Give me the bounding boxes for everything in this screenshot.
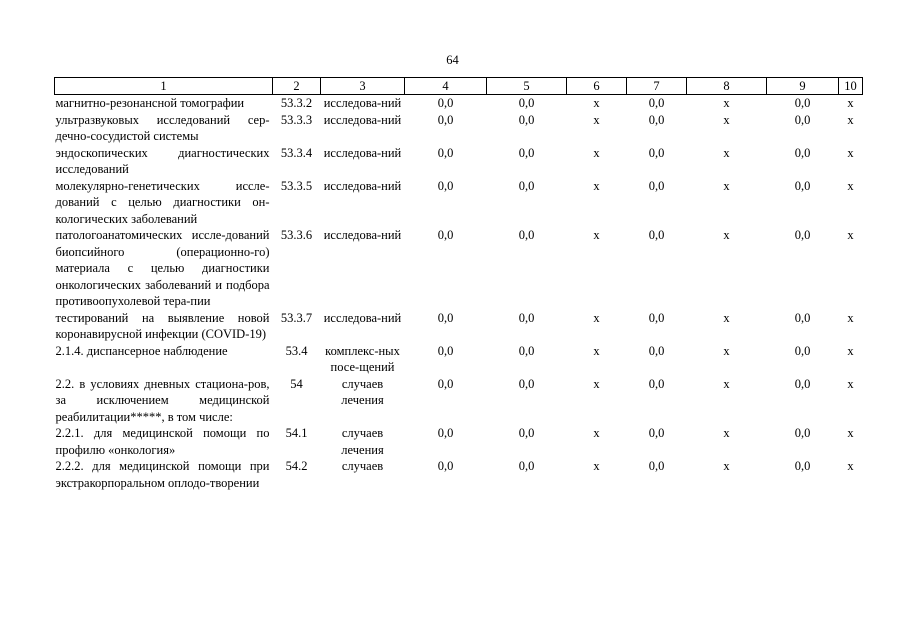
row-value-cell: 0,0 — [518, 112, 535, 127]
row-value-cell: 0,0 — [648, 343, 665, 358]
column-header: 2 — [273, 78, 321, 95]
row-code-cell: 54.2 — [285, 459, 308, 473]
row-value-cell: 0,0 — [437, 376, 454, 391]
row-name-cell: 2.2.1. для медицинской помощи по профилю «онкология» — [55, 426, 270, 457]
row-value-cell: 0,0 — [648, 228, 665, 242]
column-header: 1 — [55, 78, 273, 95]
row-value-cell: х — [847, 145, 854, 160]
row-value-cell: 0,0 — [437, 228, 454, 242]
row-value-cell: х — [593, 310, 600, 325]
row-value-cell: 0,0 — [518, 145, 535, 160]
row-value-cell: 0,0 — [794, 96, 811, 110]
row-value-cell: 0,0 — [518, 310, 535, 325]
row-code-cell: 53.3.6 — [280, 228, 313, 242]
row-code-cell: 54.1 — [285, 426, 308, 440]
row-value-cell: 0,0 — [437, 459, 454, 473]
table-row — [55, 310, 863, 343]
row-name-cell: 2.2. в условиях дневных стациона-ров, за исключением медицинской реабилитации*****, в том числе: — [55, 376, 270, 424]
row-value-cell: х — [723, 228, 730, 242]
row-value-cell: 0,0 — [794, 178, 811, 193]
row-value-cell: 0,0 — [794, 145, 811, 160]
row-name-cell: 2.2.2. для медицинской помощи при экстракорпоральном оплодо-творении — [55, 459, 270, 490]
column-header: 10 — [839, 78, 863, 95]
row-name-cell: магнитно-резонансной томографии — [55, 96, 245, 110]
row-value-cell: х — [723, 178, 730, 193]
table-row — [55, 425, 863, 458]
data-table — [54, 77, 863, 491]
row-name-cell: 2.1.4. диспансерное наблюдение — [55, 343, 228, 358]
row-value-cell: 0,0 — [648, 459, 665, 473]
column-header: 8 — [687, 78, 767, 95]
column-header: 7 — [627, 78, 687, 95]
row-code-cell: 53.3.4 — [280, 145, 313, 160]
row-value-cell: х — [723, 112, 730, 127]
row-value-cell: 0,0 — [794, 310, 811, 325]
column-header: 6 — [567, 78, 627, 95]
row-name-cell: эндоскопических диагностических исследований — [55, 145, 270, 176]
row-value-cell: 0,0 — [794, 376, 811, 391]
row-value-cell: х — [847, 459, 854, 473]
row-value-cell: 0,0 — [648, 112, 665, 127]
row-value-cell: 0,0 — [518, 376, 535, 391]
column-header: 5 — [487, 78, 567, 95]
row-unit-cell: комплекс-ных посе-щений — [325, 343, 400, 374]
row-code-cell: 53.3.3 — [280, 112, 313, 127]
column-header: 3 — [321, 78, 405, 95]
row-value-cell: х — [593, 96, 600, 110]
row-name-cell: тестирований на выявление новой коронавирусной инфекции (COVID-19) — [55, 310, 270, 341]
row-value-cell: 0,0 — [518, 459, 535, 473]
row-code-cell: 53.3.2 — [280, 96, 313, 110]
row-value-cell: 0,0 — [794, 426, 811, 440]
row-unit-cell: исследова-ний — [323, 228, 402, 242]
row-value-cell: х — [847, 112, 854, 127]
row-unit-cell: случаев — [341, 459, 384, 473]
row-value-cell: х — [847, 343, 854, 358]
table-row — [55, 458, 863, 491]
row-value-cell: 0,0 — [437, 178, 454, 193]
table-header-row — [55, 78, 863, 95]
column-header: 4 — [405, 78, 487, 95]
row-value-cell: х — [847, 228, 854, 242]
table-row — [55, 95, 863, 112]
row-value-cell: 0,0 — [437, 343, 454, 358]
row-value-cell: 0,0 — [437, 96, 454, 110]
row-value-cell: х — [593, 112, 600, 127]
row-value-cell: х — [593, 459, 600, 473]
table-row — [55, 376, 863, 426]
row-value-cell: 0,0 — [518, 228, 535, 242]
table-row — [55, 227, 863, 310]
row-value-cell: х — [723, 459, 730, 473]
row-name-cell: ультразвуковых исследований сер-дечно-сосудистой системы — [55, 112, 270, 143]
row-unit-cell: случаев лечения — [341, 376, 384, 407]
row-value-cell: 0,0 — [648, 96, 665, 110]
row-code-cell: 53.4 — [285, 343, 308, 358]
row-value-cell: х — [847, 310, 854, 325]
row-value-cell: 0,0 — [648, 178, 665, 193]
row-unit-cell: случаев лечения — [341, 426, 384, 457]
row-value-cell: 0,0 — [648, 145, 665, 160]
row-value-cell: 0,0 — [518, 96, 535, 110]
row-value-cell: х — [847, 376, 854, 391]
row-value-cell: 0,0 — [437, 112, 454, 127]
row-value-cell: 0,0 — [794, 343, 811, 358]
row-unit-cell: исследова-ний — [323, 112, 402, 127]
row-value-cell: 0,0 — [518, 426, 535, 440]
row-name-cell: молекулярно-генетических иссле-дований с целью диагностики он-кологических заболеваний — [55, 178, 270, 226]
row-code-cell: 54 — [290, 376, 303, 391]
row-value-cell: х — [593, 228, 600, 242]
row-value-cell: 0,0 — [437, 310, 454, 325]
row-value-cell: х — [847, 178, 854, 193]
row-value-cell: 0,0 — [518, 343, 535, 358]
row-value-cell: х — [723, 376, 730, 391]
row-code-cell: 53.3.5 — [280, 178, 313, 193]
row-value-cell: х — [593, 426, 600, 440]
row-unit-cell: исследова-ний — [323, 178, 402, 193]
row-unit-cell: исследова-ний — [323, 96, 402, 110]
table-row — [55, 145, 863, 178]
row-value-cell: х — [593, 178, 600, 193]
row-value-cell: х — [847, 96, 854, 110]
row-value-cell: 0,0 — [437, 145, 454, 160]
table-body — [55, 95, 863, 492]
row-value-cell: х — [593, 343, 600, 358]
row-name-cell: патологоанатомических иссле-дований биопсийного (операционно-го) материала с целью диагностики онкологических заболеваний и подбора противоопухолевой тера-пии — [55, 228, 270, 308]
table-row — [55, 178, 863, 228]
row-value-cell: 0,0 — [648, 376, 665, 391]
row-value-cell: х — [847, 426, 854, 440]
row-value-cell: х — [593, 376, 600, 391]
row-value-cell: 0,0 — [437, 426, 454, 440]
table-row — [55, 112, 863, 145]
row-value-cell: 0,0 — [648, 310, 665, 325]
row-value-cell: 0,0 — [794, 459, 811, 473]
row-unit-cell: исследова-ний — [323, 310, 402, 325]
row-unit-cell: исследова-ний — [323, 145, 402, 160]
row-value-cell: 0,0 — [648, 426, 665, 440]
page-number: 64 — [446, 53, 459, 67]
row-value-cell: х — [723, 96, 730, 110]
table-row — [55, 343, 863, 376]
row-value-cell: х — [723, 310, 730, 325]
row-code-cell: 53.3.7 — [280, 310, 313, 325]
row-value-cell: х — [593, 145, 600, 160]
row-value-cell: х — [723, 145, 730, 160]
row-value-cell: 0,0 — [518, 178, 535, 193]
row-value-cell: 0,0 — [794, 228, 811, 242]
row-value-cell: х — [723, 343, 730, 358]
row-value-cell: х — [723, 426, 730, 440]
column-header: 9 — [767, 78, 839, 95]
row-value-cell: 0,0 — [794, 112, 811, 127]
